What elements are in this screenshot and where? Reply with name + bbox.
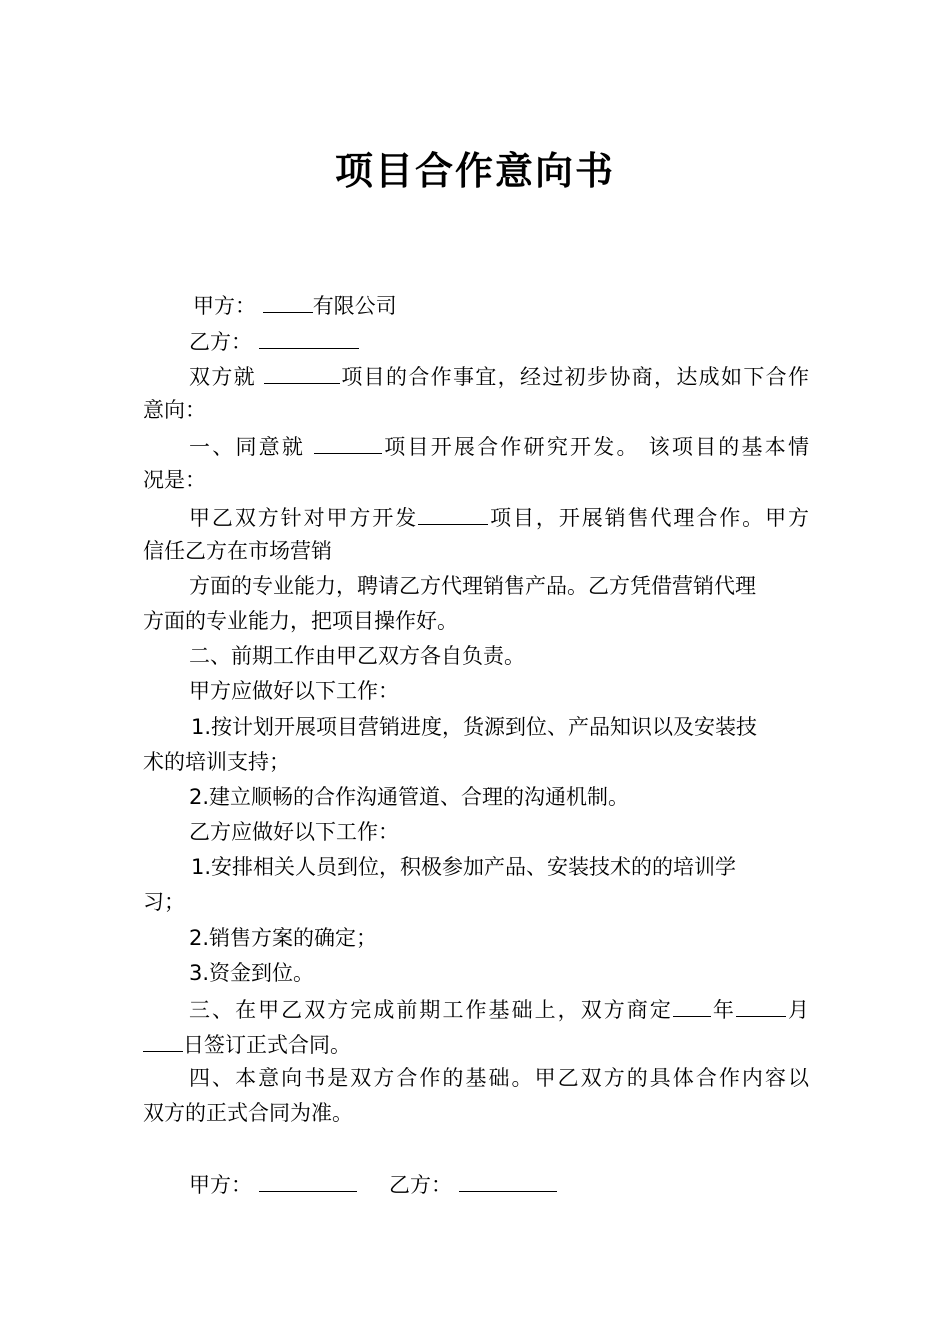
party-a-work-heading: 甲方应做好以下工作： bbox=[189, 679, 399, 703]
section3-line-1 bbox=[189, 994, 809, 1024]
basic-line-4: 方面的专业能力，把项目操作好。 bbox=[143, 609, 458, 633]
party-a-suffix: 有限公司 bbox=[312, 294, 397, 318]
section3-line-2 bbox=[143, 1029, 808, 1059]
party-b-work-heading: 乙方应做好以下工作： bbox=[189, 820, 399, 844]
party-a-item-1-line-1: 1.按计划开展项目营销进度，货源到位、产品知识以及安装技 bbox=[191, 715, 758, 739]
section4-line-1: 四、本意向书是双方合作的基础。甲乙双方的具体合作内容以 bbox=[189, 1066, 809, 1090]
section2-heading: 二、前期工作由甲乙双方各自负责。 bbox=[189, 644, 525, 668]
basic-line-2: 信任乙方在市场营销 bbox=[143, 539, 332, 563]
signature-party-b bbox=[389, 1169, 557, 1199]
section4-line-2: 双方的正式合同为准。 bbox=[143, 1101, 353, 1125]
year-label: 年 bbox=[710, 998, 736, 1022]
section1-project-blank[interactable] bbox=[314, 431, 382, 454]
section1-prefix: 一、同意就 bbox=[189, 435, 315, 459]
intro-line-2: 意向： bbox=[143, 398, 206, 422]
party-a-item-2: 2.建立顺畅的合作沟通管道、合理的沟通机制。 bbox=[189, 785, 630, 809]
party-b-line bbox=[189, 326, 809, 356]
party-b-item-2: 2.销售方案的确定； bbox=[189, 926, 378, 950]
year-blank[interactable] bbox=[673, 994, 711, 1017]
basic-prefix: 甲乙双方针对甲方开发 bbox=[189, 506, 419, 530]
party-b-name-blank[interactable] bbox=[259, 326, 359, 349]
intro-line-1 bbox=[189, 361, 809, 391]
party-b-item-1-line-2: 习； bbox=[143, 890, 185, 914]
month-blank[interactable] bbox=[736, 994, 786, 1017]
intro-suffix: 项目的合作事宜，经过初步协商，达成如下合作 bbox=[340, 365, 809, 389]
signature-party-a-label: 甲方： bbox=[189, 1173, 252, 1197]
intro-prefix: 双方就 bbox=[189, 365, 265, 389]
signature-party-a bbox=[189, 1169, 357, 1199]
section1-line-2: 况是： bbox=[143, 468, 206, 492]
basic-project-blank[interactable] bbox=[418, 502, 488, 525]
party-a-label: 甲方： bbox=[193, 294, 256, 318]
signature-party-b-blank[interactable] bbox=[459, 1169, 557, 1192]
basic-line-1 bbox=[189, 502, 809, 532]
section1-line-1 bbox=[189, 431, 809, 461]
document-title: 项目合作意向书 bbox=[334, 149, 615, 193]
month-label: 月 bbox=[785, 998, 809, 1022]
party-a-item-1-line-2: 术的培训支持； bbox=[143, 750, 290, 774]
party-b-item-3: 3.资金到位。 bbox=[189, 961, 315, 985]
day-blank[interactable] bbox=[143, 1029, 183, 1052]
party-a-line bbox=[193, 290, 858, 320]
section3-prefix: 三、在甲乙双方完成前期工作基础上，双方商定 bbox=[189, 998, 673, 1022]
basic-line-3: 方面的专业能力，聘请乙方代理销售产品。乙方凭借营销代理 bbox=[189, 574, 756, 598]
party-b-item-1-line-1: 1.安排相关人员到位，积极参加产品、安装技术的的培训学 bbox=[191, 855, 737, 879]
intro-project-blank[interactable] bbox=[264, 361, 340, 384]
signature-party-a-blank[interactable] bbox=[259, 1169, 357, 1192]
section3-suffix: 日签订正式合同。 bbox=[183, 1033, 351, 1057]
party-b-label: 乙方： bbox=[189, 330, 252, 354]
basic-suffix: 项目，开展销售代理合作。甲方 bbox=[488, 506, 809, 530]
party-a-name-blank[interactable] bbox=[263, 290, 313, 313]
signature-party-b-label: 乙方： bbox=[389, 1173, 452, 1197]
section1-suffix: 项目开展合作研究开发。 该项目的基本情 bbox=[382, 435, 809, 459]
